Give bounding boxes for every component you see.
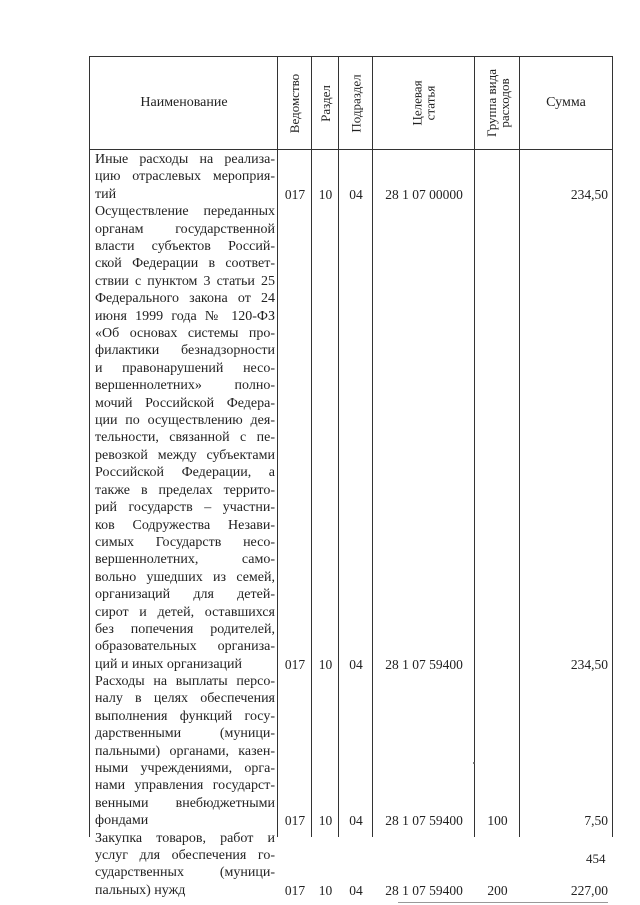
row-text-line: ревозкой между субъектами	[95, 447, 275, 463]
row-1-podr: 04	[349, 186, 363, 202]
row-4-podr: 04	[349, 882, 363, 898]
column-divider	[474, 57, 475, 837]
row-text-line: ствии с пунктом 3 статьи 25	[95, 273, 275, 289]
row-text-line: тельности, связанной с пе-	[95, 430, 275, 446]
header-name: Наименование	[140, 95, 228, 110]
row-text-line: и правонарушений несо-	[95, 360, 275, 376]
row-text-line: Иные расходы на реализа-	[95, 152, 275, 167]
row-text-line: филактики безнадзорности	[95, 343, 275, 359]
row-text-line: сударственных (муници-	[95, 865, 275, 881]
row-text-line: услуг для обеспечения го-	[95, 848, 275, 863]
row-text-line: тий	[95, 186, 117, 202]
scan-speck	[473, 762, 475, 764]
row-text-line: органам государственной	[95, 221, 275, 237]
row-text-line: мочий Российской Федера-	[95, 395, 275, 411]
row-text-line: Российской Федерации, а	[95, 465, 275, 481]
footer-rule	[398, 902, 608, 903]
row-4-sum: 227,00	[570, 882, 608, 898]
row-text-line: дарственными (муници-	[95, 726, 275, 742]
row-1-name	[95, 151, 275, 203]
row-text-line: Расходы на выплаты персо-	[95, 674, 275, 689]
row-3-razd: 10	[318, 813, 333, 829]
row-2-razd: 10	[318, 656, 333, 672]
table-header	[90, 57, 612, 150]
row-text-line: пальными) органами, казен-	[95, 743, 275, 759]
row-text-line: симых Государств несо-	[95, 534, 275, 550]
header-summa: Сумма	[546, 95, 586, 110]
row-3-grp: 100	[487, 813, 508, 829]
row-4-cel: 28 1 07 59400	[385, 882, 463, 898]
row-text-line: фондами	[95, 813, 149, 829]
row-4-ved: 017	[284, 882, 306, 898]
row-text-line: Федерального закона от 24	[95, 291, 275, 307]
row-3-podr: 04	[349, 813, 363, 829]
column-divider	[372, 57, 373, 837]
row-3-ved: 017	[284, 813, 306, 829]
row-4-name	[95, 830, 275, 900]
column-divider	[519, 57, 520, 837]
header-gruppa: Группа вида расходов	[483, 69, 512, 137]
row-text-line: нами управления государст-	[95, 778, 275, 794]
header-razdel: Раздел	[318, 84, 333, 122]
header-vedomstvo: Ведомство	[287, 73, 303, 133]
row-1-ved: 017	[284, 186, 306, 202]
header-podrazdel: Подраздел	[348, 73, 364, 133]
row-2-ved: 017	[284, 656, 306, 672]
header-celevaya: Целевая статья	[409, 80, 438, 126]
row-text-line: выполнения функций госу-	[95, 708, 275, 724]
row-text-line: ции по осуществлению дея-	[95, 413, 275, 429]
row-text-line: организаций для детей-	[95, 587, 275, 603]
row-2-cel: 28 1 07 59400	[385, 656, 463, 672]
row-text-line: власти субъектов Россий-	[95, 239, 275, 254]
row-text-line: Осуществление переданных	[95, 204, 275, 220]
row-1-cel: 28 1 07 00000	[385, 186, 463, 202]
row-text-line: венными внебюджетными	[95, 795, 275, 811]
row-text-line: ными учреждениями, орга-	[95, 761, 275, 777]
row-4-razd: 10	[318, 882, 333, 898]
row-text-line: ций и иных организаций	[95, 656, 243, 672]
row-text-line: цию отраслевых мероприя-	[95, 169, 275, 185]
row-text-line: ков Содружества Незави-	[95, 517, 275, 533]
row-3-sum: 7,50	[584, 813, 608, 829]
row-text-line: ской Федерации в соответ-	[95, 256, 275, 272]
page-number: 454	[586, 851, 606, 866]
row-2-name	[95, 203, 275, 673]
column-divider	[338, 57, 339, 837]
column-divider	[311, 57, 312, 837]
row-1-razd: 10	[318, 186, 333, 202]
row-text-line: пальных) нужд	[95, 882, 186, 898]
column-divider	[277, 57, 278, 837]
row-text-line: без попечения родителей,	[95, 621, 275, 637]
row-4-grp: 200	[487, 882, 508, 898]
row-text-line: налу в целях обеспечения	[95, 691, 275, 707]
row-text-line: рий государств – участни-	[95, 500, 275, 516]
row-text-line: вольно ушедших из семей,	[95, 569, 275, 585]
row-3-cel: 28 1 07 59400	[385, 813, 463, 829]
row-3-name	[95, 673, 275, 830]
row-text-line: Закупка товаров, работ и	[95, 830, 275, 846]
row-2-podr: 04	[349, 656, 363, 672]
row-text-line: июня 1999 года № 120-ФЗ	[95, 308, 275, 324]
row-text-line: также в пределах террито-	[95, 482, 275, 498]
row-text-line: вершеннолетних, само-	[95, 552, 275, 568]
row-text-line: «Об основах системы про-	[95, 326, 275, 342]
row-1-sum: 234,50	[570, 186, 608, 202]
row-text-line: сирот и детей, оставшихся	[95, 604, 275, 620]
row-text-line: вершеннолетних» полно-	[95, 378, 275, 394]
row-2-sum: 234,50	[570, 656, 608, 672]
row-text-line: образовательных организа-	[95, 639, 275, 655]
